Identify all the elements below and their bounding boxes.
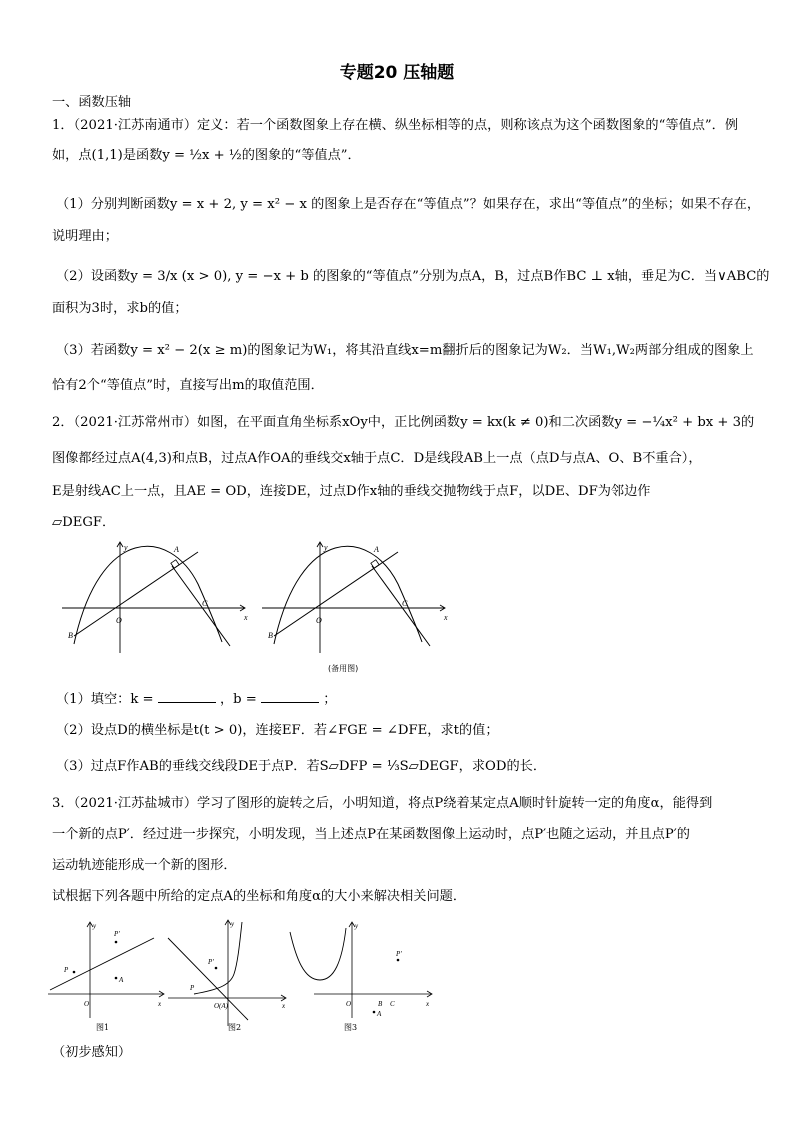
label-O: O xyxy=(116,616,122,625)
label-B: B xyxy=(68,631,73,640)
q2-part1 xyxy=(56,690,756,709)
section-heading: 一、函数压轴 xyxy=(52,95,132,110)
line-graph xyxy=(50,938,154,990)
label-y: y xyxy=(355,922,359,930)
point-A xyxy=(373,1011,376,1014)
label-O: O xyxy=(316,616,322,625)
point-P xyxy=(73,971,76,974)
q3-line-4: 试根据下列各题中所给的定点A的坐标和角度α的大小来解决相关问题． xyxy=(52,889,467,904)
line-AC xyxy=(372,566,430,646)
label-y: y xyxy=(93,922,97,930)
label-x: x xyxy=(426,1000,430,1008)
parabola xyxy=(274,546,422,644)
label-y: y xyxy=(324,543,328,552)
label-P-prime: P′ xyxy=(396,950,402,958)
label-P: P xyxy=(64,966,69,974)
q3-line-3: 运动轨迹能形成一个新的图形． xyxy=(52,858,237,873)
fig2-caption: 图2 xyxy=(228,1023,242,1032)
fig3-caption: 图3 xyxy=(344,1023,358,1032)
label-O-A: O(A) xyxy=(214,1002,228,1010)
q1-part1-line-1: （1）分别判断函数y = x + 2, y = x² − x 的图象上是否存在“等值点”？如果存在，求出“等值点”的坐标；如果不存在， xyxy=(56,197,761,212)
label-x: x xyxy=(282,1002,286,1010)
q1-part3-line-1: （3）若函数y = x² − 2(x ≥ m)的图象记为W₁，将其沿直线x=m翻折后的图象记为W₂．当W₁,W₂两部分组成的图象上 xyxy=(56,343,754,358)
point-P-prime xyxy=(215,967,218,970)
q2-figure-backup xyxy=(260,538,450,656)
line-AC xyxy=(172,566,230,646)
q2-line-4: ▱DEGF． xyxy=(52,515,116,530)
label-O: O xyxy=(346,1000,352,1008)
label-B: B xyxy=(268,631,273,640)
point-A xyxy=(115,977,118,980)
label-A: A xyxy=(377,1010,382,1018)
fig1-caption: 图1 xyxy=(96,1023,110,1032)
q2-part1-end: ； xyxy=(323,692,337,707)
q3-subheading: （初步感知） xyxy=(52,1045,132,1060)
label-C: C xyxy=(202,599,208,608)
label-x: x xyxy=(158,1000,162,1008)
label-C: C xyxy=(390,1000,395,1008)
parabola xyxy=(74,546,222,644)
label-y: y xyxy=(124,543,128,552)
q2-part1-label-k: （1）填空：k = xyxy=(56,692,154,707)
q2-figure-main xyxy=(60,538,250,656)
label-P: P xyxy=(190,984,195,992)
q3-line-1: 3．（2021·江苏盐城市）学习了图形的旋转之后，小明知道，将点P绕着某定点A顺时针旋转一定的角度α，能得到 xyxy=(52,796,713,811)
label-O: O xyxy=(84,1000,90,1008)
figure-caption: (备用图) xyxy=(328,664,359,673)
q2-line-2: 图像都经过点A(4,3)和点B，过点A作OA的垂线交x轴于点C．D是线段AB上一点（点D与点A、O、B不重合）， xyxy=(52,451,702,466)
label-A: A xyxy=(174,545,179,554)
q2-part2: （2）设点D的横坐标是t(t > 0)，连接EF．若∠FGE = ∠DFE，求t的值； xyxy=(56,723,499,738)
q1-part2-line-1: （2）设函数y = 3/x (x > 0), y = −x + b 的图象的“等值点”分别为点A，B，过点B作BC ⊥ x轴，垂足为C．当∨ABC的 xyxy=(56,269,770,284)
q1-line-1: 1．（2021·江苏南通市）定义：若一个函数图象上存在横、纵坐标相等的点，则称该点为这个函数图象的“等值点”．例 xyxy=(52,118,739,133)
label-P-prime: P′ xyxy=(114,930,120,938)
q2-line-1: 2．（2021·江苏常州市）如图，在平面直角坐标系xOy中，正比例函数y = kx(k ≠ 0)和二次函数y = −¼x² + bx + 3的 xyxy=(52,415,755,430)
q3-figure-2 xyxy=(166,916,290,1030)
blank-b[interactable] xyxy=(261,690,319,703)
blank-k[interactable] xyxy=(158,690,216,703)
q1-part3-line-2: 恰有2个“等值点”时，直接写出m的取值范围． xyxy=(52,378,324,393)
page-title: 专题20 压轴题 xyxy=(339,63,455,83)
q2-line-3: E是射线AC上一点，且AE = OD，连接DE，过点D作x轴的垂线交抛物线于点F，以DE、DF为邻边作 xyxy=(52,484,651,499)
q1-line-2: 如，点(1,1)是函数y = ½x + ½的图象的“等值点”． xyxy=(52,148,361,163)
q3-figure-3 xyxy=(286,918,434,1022)
label-A: A xyxy=(374,545,379,554)
curve-graph xyxy=(194,922,242,994)
q3-line-2: 一个新的点P′．经过进一步探究，小明发现，当上述点P在某函数图像上运动时，点P′也随之运动，并且点P′的 xyxy=(52,827,690,842)
q1-part2-line-2: 面积为3时，求b的值； xyxy=(52,301,188,316)
parabola xyxy=(290,928,346,980)
q1-part1-line-2: 说明理由； xyxy=(52,229,118,244)
q3-figure-1 xyxy=(46,918,166,1030)
point-P-prime xyxy=(397,959,400,962)
label-C: C xyxy=(402,599,408,608)
label-x: x xyxy=(444,613,448,622)
label-B: B xyxy=(378,1000,383,1008)
label-A: A xyxy=(119,976,124,984)
label-x: x xyxy=(244,613,248,622)
line-graph xyxy=(168,938,248,1020)
q2-part1-label-b: ，b = xyxy=(219,692,257,707)
label-y: y xyxy=(231,920,235,928)
q2-part3: （3）过点F作AB的垂线交线段DE于点P．若S▱DFP = ⅓S▱DEGF，求OD的长． xyxy=(56,759,547,774)
point-P-prime xyxy=(115,941,118,944)
label-P-prime: P′ xyxy=(208,958,214,966)
